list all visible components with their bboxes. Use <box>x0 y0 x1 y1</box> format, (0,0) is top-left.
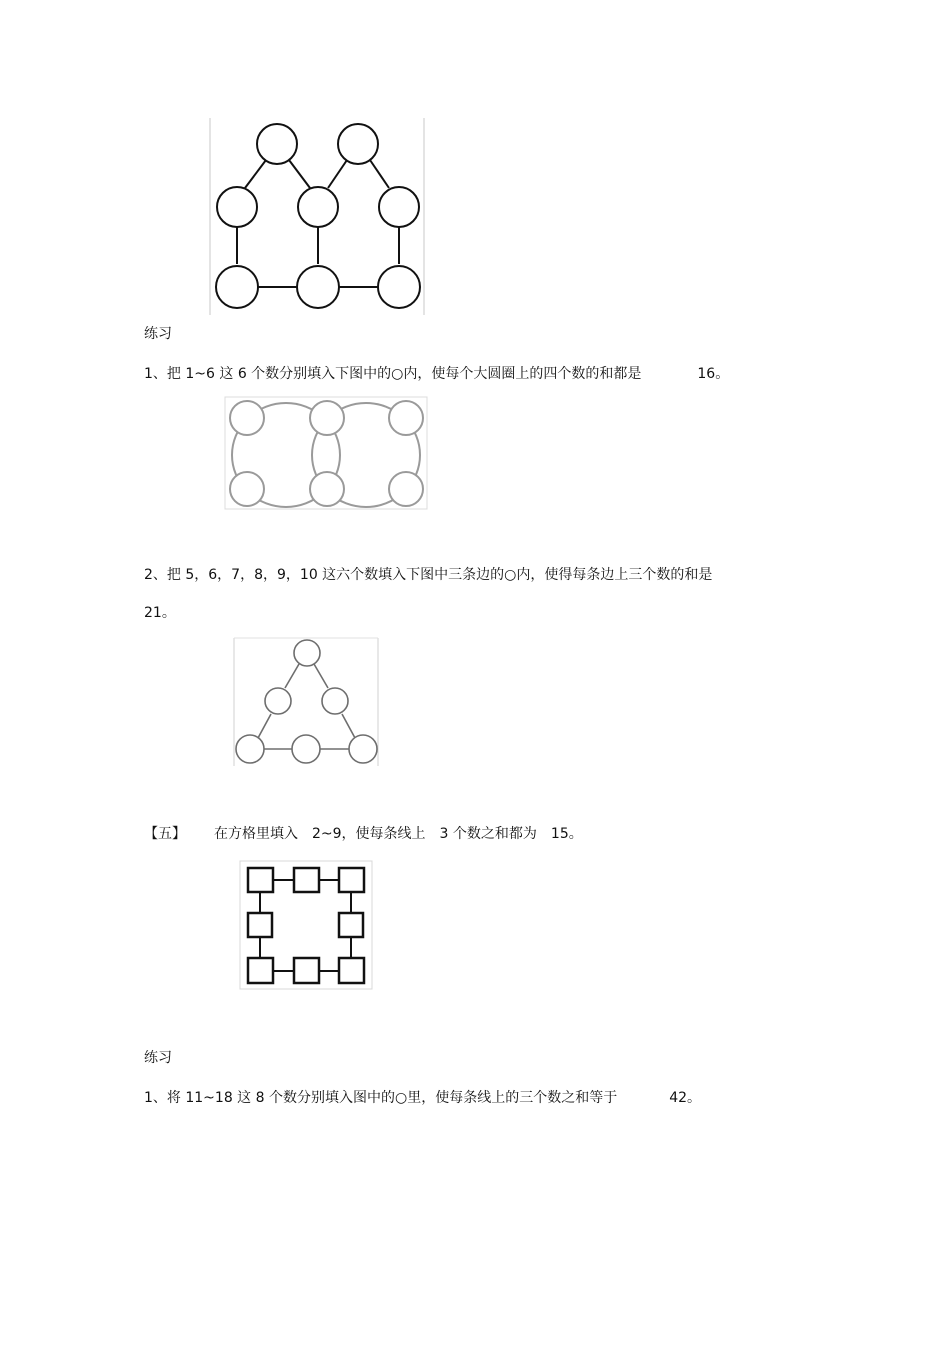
small-circle-bottom-center[interactable] <box>310 472 344 506</box>
question-text: 将 11~18 这 8 个数分别填入图中的○里，使每条线上的三个数之和等于 <box>166 1090 618 1106</box>
question-text: 把 5，6，7，8，9，10 这六个数填入下图中三条边的○内，使得每条边上三个数的和是 <box>166 567 713 583</box>
part-text-a: 在方格里填入 <box>214 826 298 842</box>
circle-bottom-center[interactable] <box>297 266 339 308</box>
question-text: 把 1~6 这 6 个数分别填入下图中的○内，使每个大圆圈上的四个数的和都是 <box>166 366 642 382</box>
section-heading-practice-2: 练习 <box>144 1050 172 1066</box>
box-mid-left[interactable] <box>248 913 272 937</box>
triangle-circle-mid-right[interactable] <box>322 688 348 714</box>
triangle-circle-bottom-right[interactable] <box>349 735 377 763</box>
figure-double-peak-circles <box>205 112 431 322</box>
question-answer: 16。 <box>697 366 730 382</box>
box-bottom-left[interactable] <box>248 958 273 983</box>
circle-mid-right[interactable] <box>379 187 419 227</box>
box-mid-right[interactable] <box>339 913 363 937</box>
part-text-b: 3 个数之和都为 <box>439 826 537 842</box>
circle-bottom-left[interactable] <box>216 266 258 308</box>
small-circle-top-center[interactable] <box>310 401 344 435</box>
box-bottom-center[interactable] <box>294 958 319 983</box>
circle-mid-center[interactable] <box>298 187 338 227</box>
part-5-problem <box>144 825 583 843</box>
question-2 <box>144 566 712 584</box>
box-bottom-right[interactable] <box>339 958 364 983</box>
section-heading-practice-1: 练习 <box>144 326 172 342</box>
question-2-continued: 21。 <box>144 605 176 621</box>
triangle-circle-mid-left[interactable] <box>265 688 291 714</box>
figure-two-big-circles <box>224 396 430 513</box>
question-answer: 42。 <box>669 1090 702 1106</box>
box-top-center[interactable] <box>294 868 319 892</box>
part-label: 【五】 <box>144 826 186 842</box>
part-range: 2~9，使每条线上 <box>312 826 426 842</box>
small-circle-top-right[interactable] <box>389 401 423 435</box>
triangle-circle-bottom-center[interactable] <box>292 735 320 763</box>
figure-triangle-circles <box>232 634 382 768</box>
box-top-right[interactable] <box>339 868 364 892</box>
circle-mid-left[interactable] <box>217 187 257 227</box>
figure-square-boxes <box>239 860 375 992</box>
question-1 <box>144 365 729 383</box>
question-number: 2、 <box>144 567 167 583</box>
question-3 <box>144 1089 701 1107</box>
circle-top-left[interactable] <box>257 124 297 164</box>
triangle-circle-bottom-left[interactable] <box>236 735 264 763</box>
triangle-circle-top[interactable] <box>294 640 320 666</box>
circle-bottom-right[interactable] <box>378 266 420 308</box>
small-circle-bottom-left[interactable] <box>230 472 264 506</box>
circle-top-right[interactable] <box>338 124 378 164</box>
small-circle-top-left[interactable] <box>230 401 264 435</box>
question-number: 1、 <box>144 1090 167 1106</box>
box-top-left[interactable] <box>248 868 273 892</box>
small-circle-bottom-right[interactable] <box>389 472 423 506</box>
question-number: 1、 <box>144 366 167 382</box>
part-answer: 15。 <box>550 826 583 842</box>
